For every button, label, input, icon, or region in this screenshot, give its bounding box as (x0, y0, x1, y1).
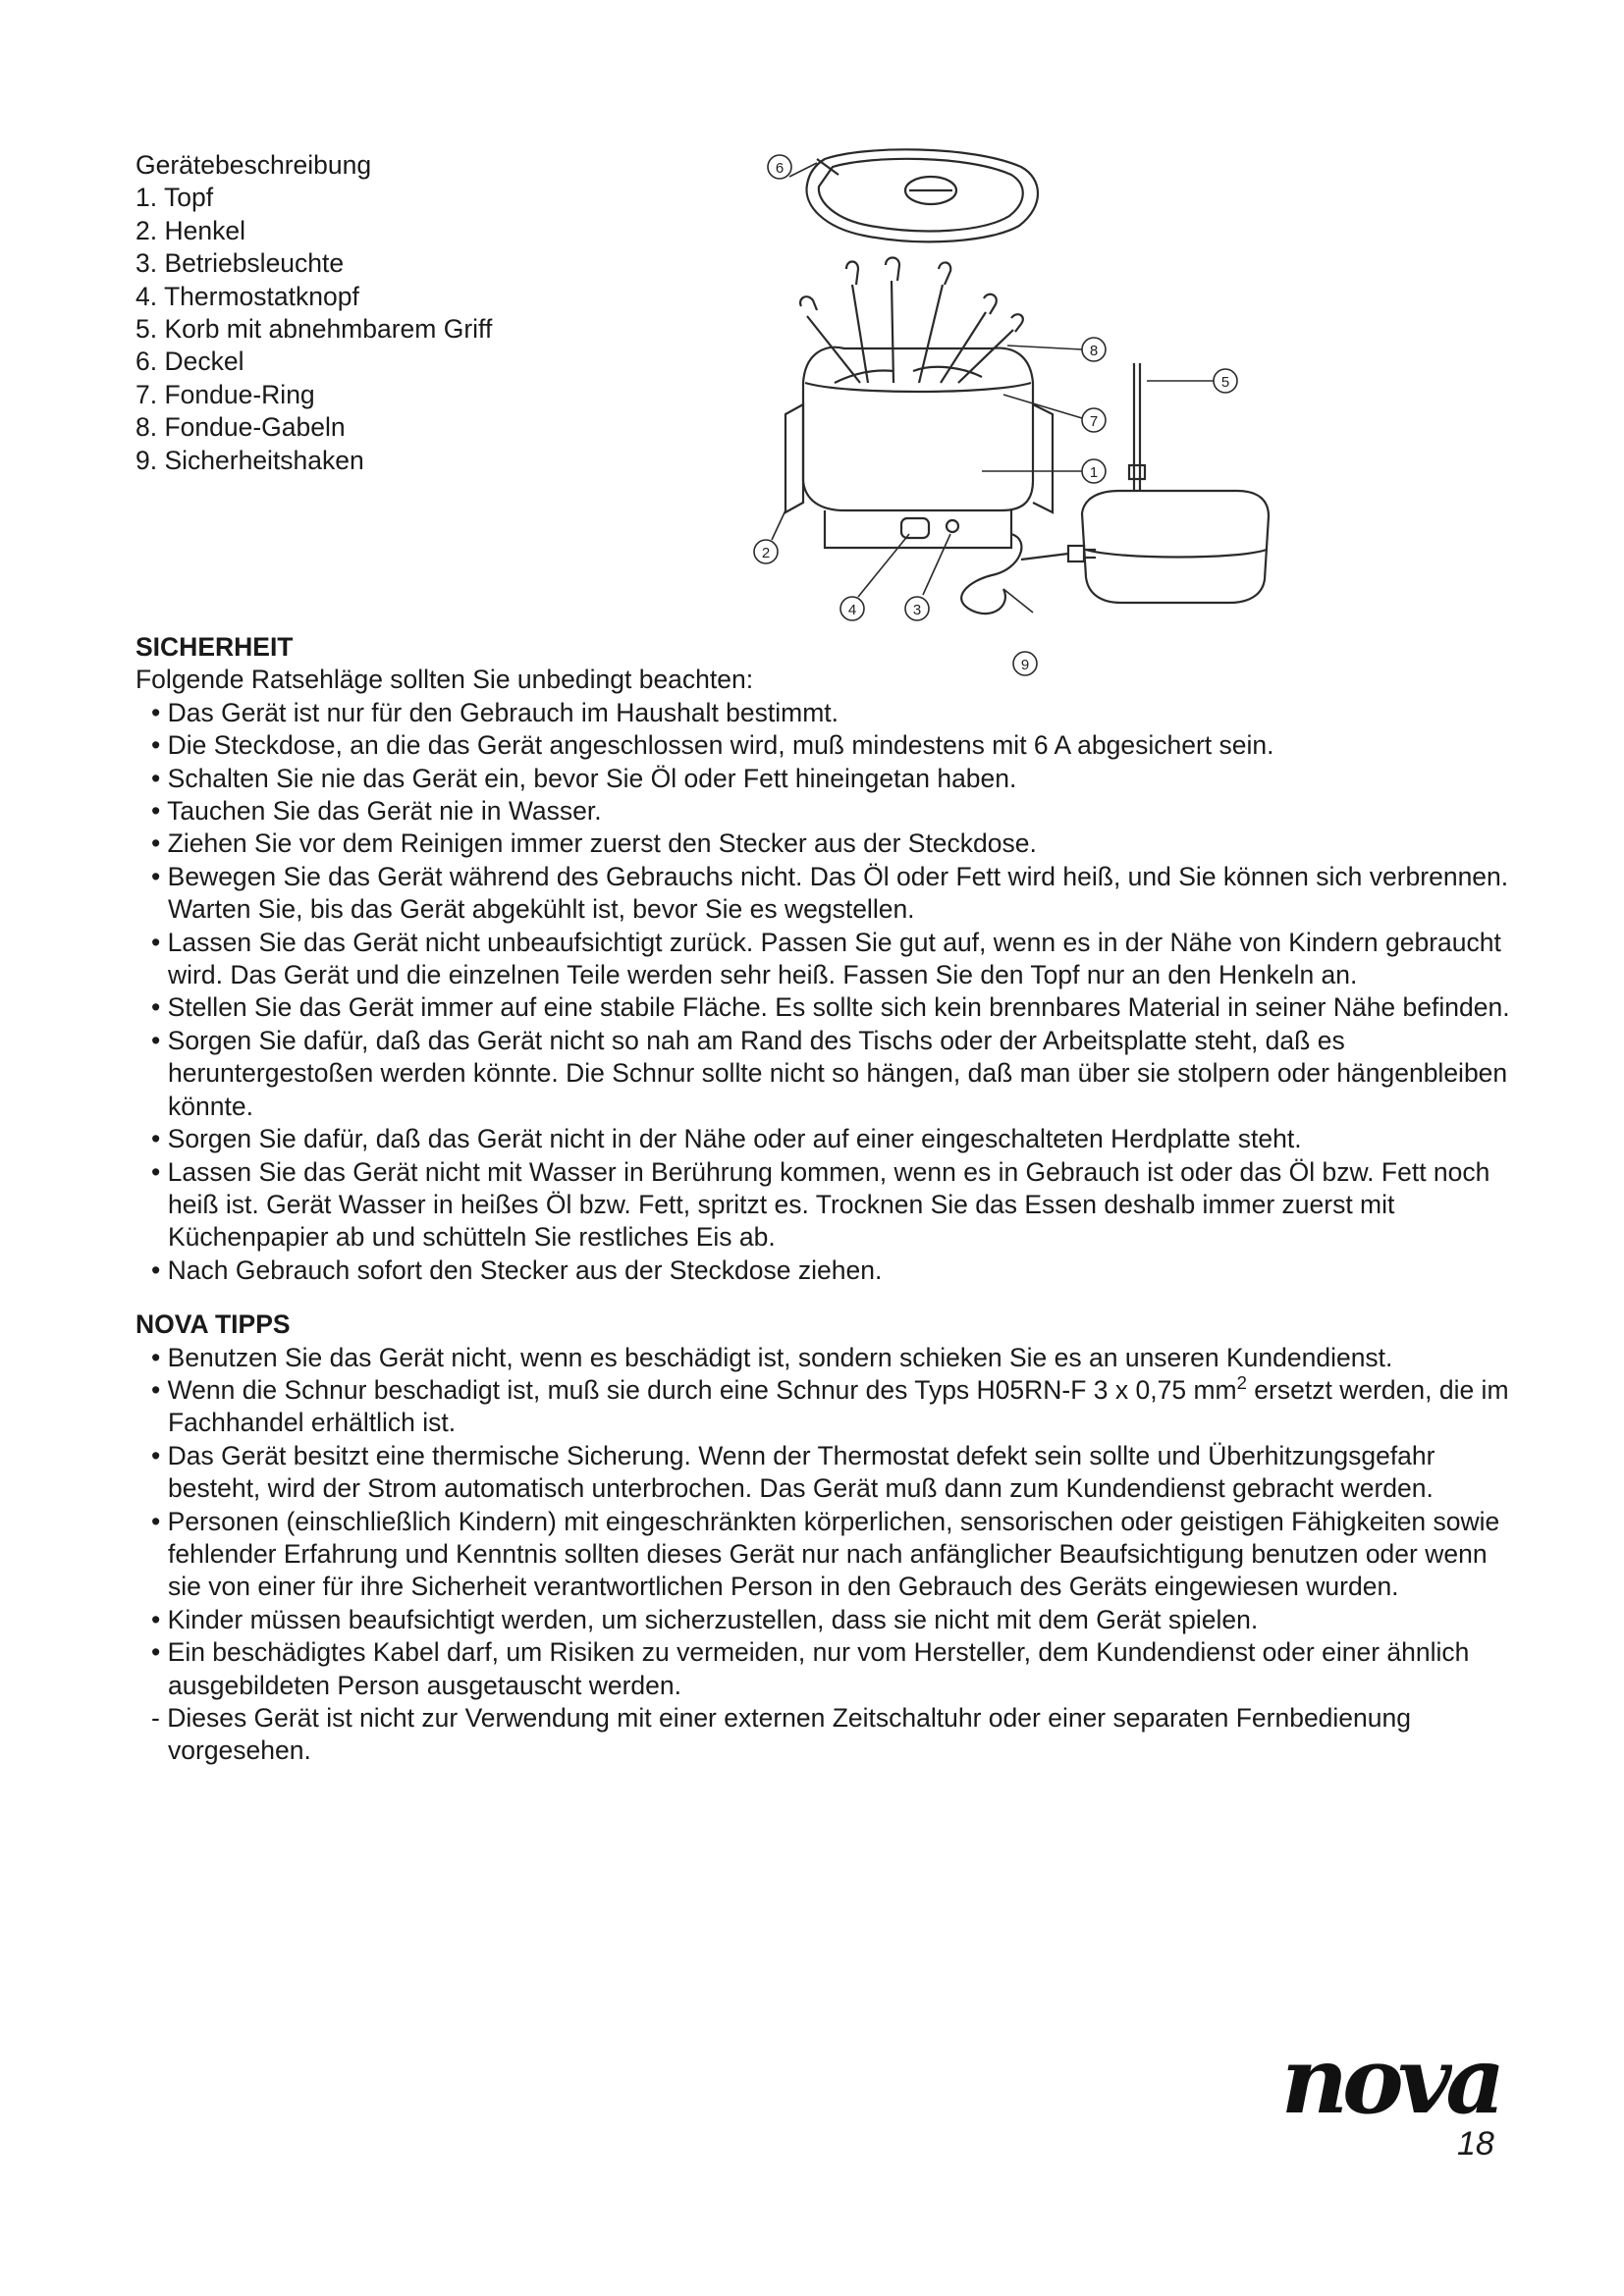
tips-item: • Ein beschädigtes Kabel darf, um Risiken zu vermeiden, nur vom Hersteller, dem Kundendienst oder einer ähnlich ausgebildeten Person ausgetauscht werden. (151, 1637, 1470, 1700)
safety-item: • Sorgen Sie dafür, daß das Gerät nicht in der Nähe oder auf einer eingeschalteten Herdplatte steht. (151, 1124, 1302, 1154)
safety-item: • Tauchen Sie das Gerät nie in Wasser. (151, 796, 602, 827)
callout-7-ring (1082, 408, 1106, 432)
callout-3-light (905, 597, 929, 620)
callout-6-lid (768, 155, 791, 179)
tips-item: • Personen (einschließlich Kindern) mit eingeschränkten körperlichen, sensorischen oder geistigen Fähigkeiten sowie fehlender Erfahrung und Kenntnis sollten dieses Gerät nur nach anfänglicher Beaufsichtigung benutzen oder wenn sie von einer für ihre Sicherheit verantwortlichen Person in den Gebrauch des Geräts eingewiesen wurden. (151, 1506, 1500, 1602)
safety-item: • Die Steckdose, an die das Gerät angeschlossen wird, muß mindestens mit 6 A abgesichert sein. (151, 730, 1274, 761)
safety-item: • Schalten Sie nie das Gerät ein, bevor Sie Öl oder Fett hineingetan haben. (151, 763, 1017, 793)
lid-drawing (807, 149, 1038, 241)
nova-logo (1265, 2036, 1516, 2134)
svg-text:nova: nova (1280, 2036, 1500, 2134)
safety-item: • Bewegen Sie das Gerät während des Gebrauchs nicht. Das Öl oder Fett wird heiß, und Sie können sich verbrennen. Warten Sie, bis das Gerät abgekühlt ist, bevor Sie es wegstellen. (151, 861, 1509, 925)
safety-item: • Nach Gebrauch sofort den Stecker aus der Steckdose ziehen. (151, 1255, 883, 1285)
part-item: 4. Thermostatknopf (135, 281, 359, 311)
safety-item: • Ziehen Sie vor dem Reinigen immer zuerst den Stecker aus der Steckdose. (151, 828, 1037, 859)
safety-item: • Sorgen Sie dafür, daß das Gerät nicht so nah am Rand des Tischs oder der Arbeitsplatte steht, daß es heruntergestoßen werden könnte. Die Schnur sollte nicht so hängen, daß man über sie stolpern oder hängenbleiben könnte. (151, 1025, 1508, 1121)
safety-heading: SICHERHEIT (135, 632, 294, 662)
part-item: 1. Topf (135, 183, 214, 213)
tips-item: - Dieses Gerät ist nicht zur Verwendung mit einer externen Zeitschaltuhr oder einer separaten Fernbedienung vorgesehen. (151, 1703, 1411, 1766)
fondue-forks-drawing (800, 258, 1023, 384)
callout-4-thermostat (840, 597, 864, 620)
cord-drawing (961, 534, 1096, 614)
svg-text:1: 1 (1089, 464, 1099, 481)
basket-drawing (1082, 363, 1269, 603)
part-item: 8. Fondue-Gabeln (135, 412, 346, 443)
svg-text:2: 2 (761, 545, 771, 561)
part-item: 9. Sicherheitshaken (135, 445, 364, 475)
main-text (135, 631, 1510, 1768)
svg-text:8: 8 (1089, 343, 1099, 359)
safety-intro: Folgende Ratsehläge sollten Sie unbedingt beachten: (135, 665, 754, 695)
safety-item: • Lassen Sie das Gerät nicht unbeaufsichtigt zurück. Passen Sie gut auf, wenn es in der Nähe von Kindern gebraucht wird. Das Gerät und die einzelnen Teile werden sehr heiß. Fassen Sie den Topf nur an den Henkeln an. (151, 927, 1501, 990)
callout-2-handle (754, 540, 778, 563)
svg-text:3: 3 (912, 602, 922, 618)
svg-text:6: 6 (775, 160, 785, 177)
callouts (754, 155, 1237, 675)
safety-item: • Das Gerät ist nur für den Gebrauch im Haushalt bestimmt. (151, 697, 839, 727)
tips-item: • Wenn die Schnur beschadigt ist, muß sie durch eine Schnur des Typs H05RN-F 3 x 0,75 $mm^2$ ersetzt werden, die im Fachhandel erhältlich ist. (151, 1371, 1509, 1438)
parts-list (135, 149, 764, 477)
svg-text:9: 9 (1020, 657, 1030, 673)
svg-text:7: 7 (1089, 413, 1099, 430)
safety-item: • Lassen Sie das Gerät nicht mit Wasser in Berührung kommen, wenn es in Gebrauch ist oder das Öl bzw. Fett noch heiß ist. Gerät Wasser in heißes Öl bzw. Fett, spritzt es. Trocknen Sie das Essen deshalb immer zuerst mit Küchenpapier ab und schütteln Sie restliches Eis ab. (151, 1156, 1490, 1253)
part-item: 5. Korb mit abnehmbarem Griff (135, 314, 493, 345)
pot-drawing (785, 347, 1053, 548)
page-number: 18 (1457, 2125, 1494, 2163)
callout-8-forks (1082, 338, 1106, 361)
svg-text:5: 5 (1220, 374, 1230, 391)
left-handle-drawing (785, 404, 803, 512)
tips-item: • Kinder müssen beaufsichtigt werden, um sicherzustellen, dass sie nicht mit dem Gerät spielen. (151, 1604, 1259, 1634)
callout-1-pot (1082, 459, 1106, 483)
part-item: 2. Henkel (135, 215, 245, 245)
parts-title: Gerätebeschreibung (135, 150, 372, 180)
tips-item: • Benutzen Sie das Gerät nicht, wenn es beschädigt ist, sondern schieken Sie es an unseren Kundendienst. (151, 1342, 1393, 1372)
tips-heading: NOVA TIPPS (135, 1309, 291, 1340)
part-item: 7. Fondue-Ring (135, 379, 315, 409)
part-item: 3. Betriebsleuchte (135, 248, 345, 279)
svg-text:4: 4 (847, 602, 857, 618)
tips-item: • Das Gerät besitzt eine thermische Sicherung. Wenn der Thermostat defekt sein sollte und Überhitzungsgefahr besteht, wird der Strom automatisch unterbrochen. Das Gerät muß dann zum Kundendienst gebracht werden. (151, 1440, 1435, 1504)
safety-item: • Stellen Sie das Gerät immer auf eine stabile Fläche. Es sollte sich kein brennbares Material in seiner Nähe befinden. (151, 992, 1510, 1023)
callout-5-basket (1214, 369, 1237, 393)
part-item: 6. Deckel (135, 347, 244, 377)
fondue-appliance-drawing (687, 137, 1306, 687)
